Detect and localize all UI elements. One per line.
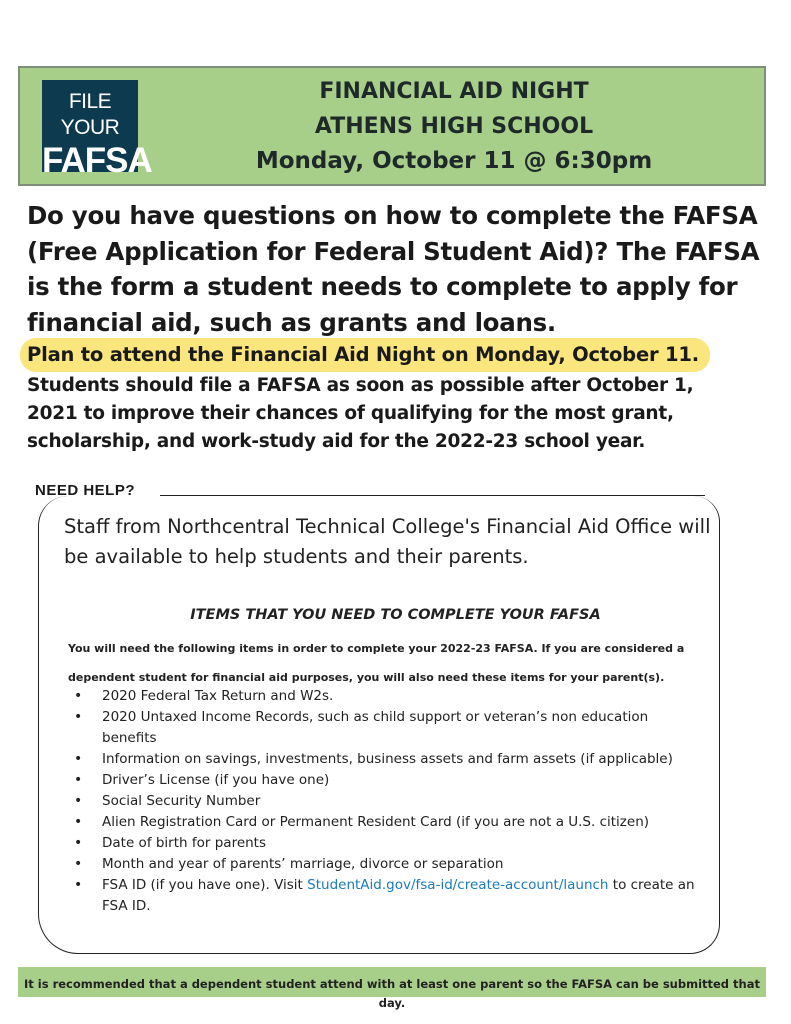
list-item: • Information on savings, investments, business assets and farm assets (if applicable): [64, 749, 704, 770]
event-title: FINANCIAL AID NIGHT: [319, 79, 589, 104]
staff-info: Staff from Northcentral Technical College's Financial Aid Office will be available to help students and their parents.: [64, 515, 711, 568]
studentaid-link[interactable]: StudentAid.gov/fsa-id/create-account/launch: [307, 877, 609, 893]
list-item: • 2020 Untaxed Income Records, such as child support or veteran’s non education benefits: [64, 707, 704, 749]
event-school: ATHENS HIGH SCHOOL: [314, 114, 594, 139]
footer-banner: [18, 967, 766, 1010]
event-heading: [220, 74, 688, 179]
list-item: • Social Security Number: [64, 791, 704, 812]
items-list: [64, 686, 704, 917]
fafsa-logo: [42, 80, 152, 180]
header-banner: [18, 66, 766, 186]
items-intro: You will need the following items in order to complete your 2022-23 FAFSA. If you are considered a dependent student for financial aid purposes, you will also need these items for your parent(s).: [68, 642, 685, 684]
footer-text: It is recommended that a dependent student attend with at least one parent so the FAFSA can be submitted that day.: [24, 977, 760, 1010]
plan-to-attend: Plan to attend the Financial Aid Night on Monday, October 11.: [27, 343, 699, 366]
need-help-heading: NEED HELP?: [35, 482, 136, 499]
list-item: • Alien Registration Card or Permanent Resident Card (if you are not a U.S. citizen): [64, 812, 704, 833]
logo-line-1: FILE YOUR: [60, 90, 120, 139]
fsa-suffix: to create an FSA ID.: [102, 877, 695, 914]
students-paragraph: Students should file a FAFSA as soon as possible after October 1, 2021 to improve their chances of qualifying for the most grant, scholarship, and work-study aid for the 2022-23 school year.: [27, 375, 694, 452]
list-item: • Date of birth for parents: [64, 833, 704, 854]
list-item-fsa-id: [64, 875, 704, 917]
intro-paragraph: Do you have questions on how to complete the FAFSA (Free Application for Federal Student Aid)? The FAFSA is the form a student needs to complete to apply for financial aid, such as grants and loans.: [27, 201, 760, 337]
fsa-prefix: FSA ID (if you have one). Visit: [102, 877, 308, 893]
event-date: Monday, October 11 @ 6:30pm: [255, 148, 653, 174]
items-title: ITEMS THAT YOU NEED TO COMPLETE YOUR FAFSA: [190, 607, 601, 623]
list-item: • 2020 Federal Tax Return and W2s.: [64, 686, 704, 707]
list-item: • Month and year of parents’ marriage, divorce or separation: [64, 854, 704, 875]
list-item: • Driver’s License (if you have one): [64, 770, 704, 791]
logo-line-2: FAFSA: [42, 141, 152, 180]
